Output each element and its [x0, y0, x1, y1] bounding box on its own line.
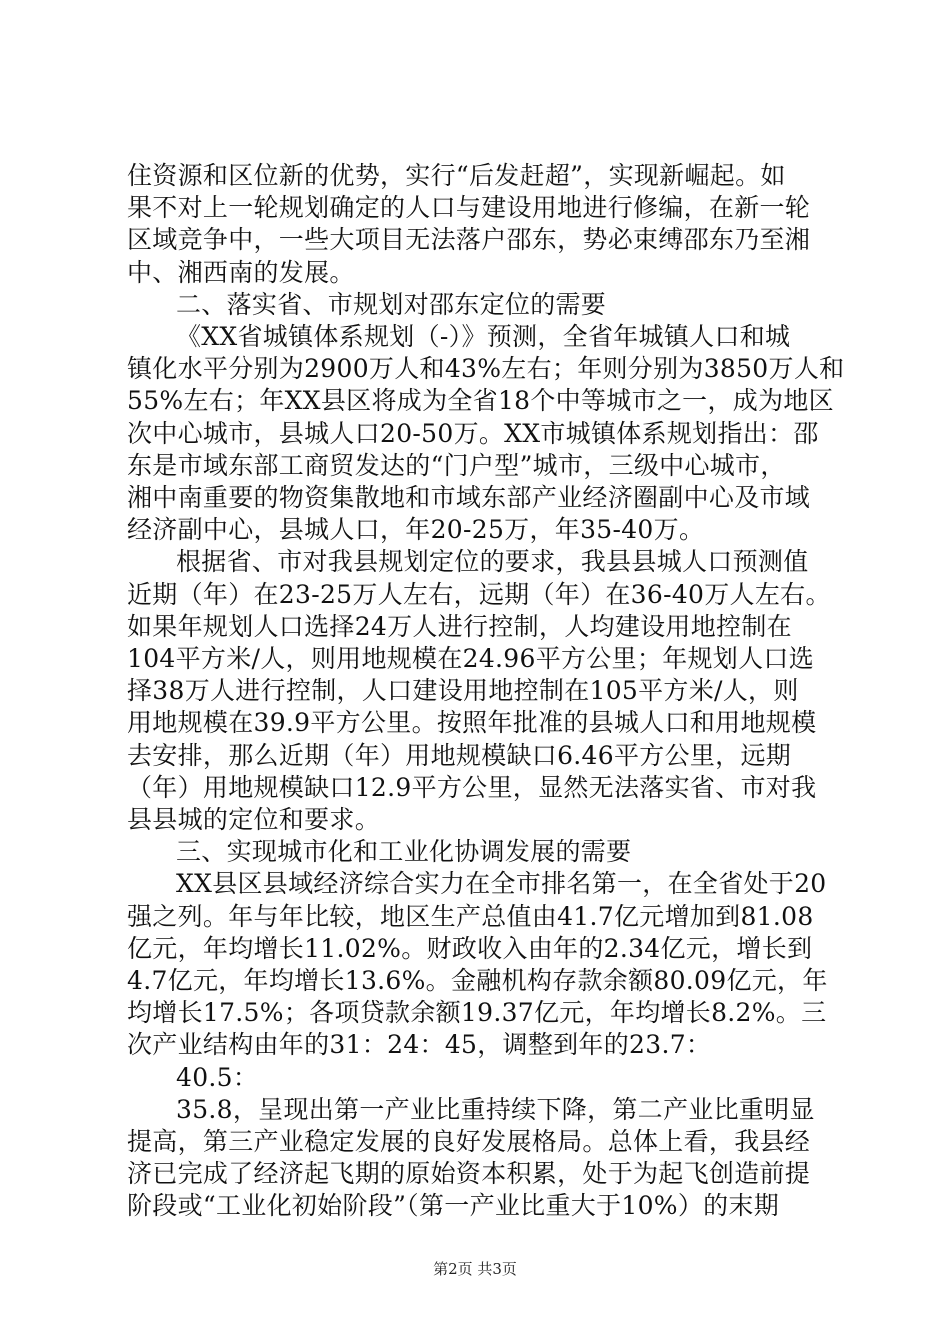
text-line: 去安排，那么近期（年）用地规模缺口6.46平方公里，远期 [127, 740, 792, 770]
text-line: 经济副中心，县城人口，年20-25万，年35-40万。 [127, 515, 705, 545]
text-line: 次中心城市，县城人口20-50万。XX市城镇体系规划指出：邵 [127, 418, 819, 448]
text-line: 如果年规划人口选择24万人进行控制，人均建设用地控制在 [127, 611, 792, 641]
section-heading: 二、落实省、市规划对邵东定位的需要 [176, 289, 607, 319]
text-line: 近期（年）在23-25万人左右，远期（年）在36-40万人左右。 [127, 579, 831, 609]
text-line: 104平方米/人，则用地规模在24.96平方公里；年规划人口选 [127, 644, 815, 673]
section-heading: 三、实现城市化和工业化协调发展的需要 [176, 837, 632, 867]
text-line: 果不对上一轮规划确定的人口与建设用地进行修编，在新一轮 [127, 193, 811, 223]
text-line: 强之列。年与年比较，地区生产总值由41.7亿元增加到81.08 [127, 901, 814, 931]
text-line: XX县区县域经济综合实力在全市排名第一，在全省处于20 [176, 869, 827, 899]
text-line: 35.8，呈现出第一产业比重持续下降，第二产业比重明显 [176, 1094, 815, 1124]
text-line: 湘中南重要的物资集散地和市域东部产业经济圈副中心及市域 [127, 483, 811, 512]
text-line: 提高，第三产业稳定发展的良好发展格局。总体上看，我县经 [127, 1127, 811, 1156]
text-line: 中、湘西南的发展。 [127, 257, 355, 287]
text-line: 择38万人进行控制，人口建设用地控制在105平方米/人，则 [127, 676, 799, 706]
text-line: 区域竞争中，一些大项目无法落户邵东，势必束缚邵东乃至湘 [127, 225, 811, 255]
text-line: 40.5： [176, 1062, 259, 1092]
text-line: 东是市域东部工商贸发达的“门户型”城市，三级中心城市， [127, 450, 786, 480]
text-line: 均增长17.5%；各项贷款余额19.37亿元，年均增长8.2%。三 [127, 998, 827, 1028]
text-line: 镇化水平分别为2900万人和43%左右；年则分别为3850万人和 [127, 354, 845, 384]
text-line: 《XX省城镇体系规划（-）》预测，全省年城镇人口和城 [176, 322, 791, 351]
text-line: 住资源和区位新的优势，实行“后发赶超”，实现新崛起。如 [127, 161, 786, 190]
text-line: 根据省、市对我县规划定位的要求，我县县城人口预测值 [176, 547, 809, 577]
text-line: 次产业结构由年的31：24：45，调整到年的23.7： [127, 1030, 712, 1060]
text-line: 济已完成了经济起飞期的原始资本积累，处于为起飞创造前提 [127, 1159, 811, 1189]
text-line: 亿元，年均增长11.02%。财政收入由年的2.34亿元，增长到 [127, 933, 813, 963]
text-line: 55%左右；年XX县区将成为全省18个中等城市之一，成为地区 [127, 386, 834, 416]
page-footer: 第2页 共3页 [433, 1260, 517, 1278]
text-line: （年）用地规模缺口12.9平方公里，显然无法落实省、市对我 [127, 772, 817, 802]
text-line: 阶段或“工业化初始阶段”（第一产业比重大于10%）的末期 [127, 1191, 780, 1221]
text-line: 县县城的定位和要求。 [127, 805, 381, 834]
text-line: 用地规模在39.9平方公里。按照年批准的县城人口和用地规模 [127, 708, 817, 738]
text-line: 4.7亿元，年均增长13.6%。金融机构存款余额80.09亿元，年 [127, 966, 828, 995]
